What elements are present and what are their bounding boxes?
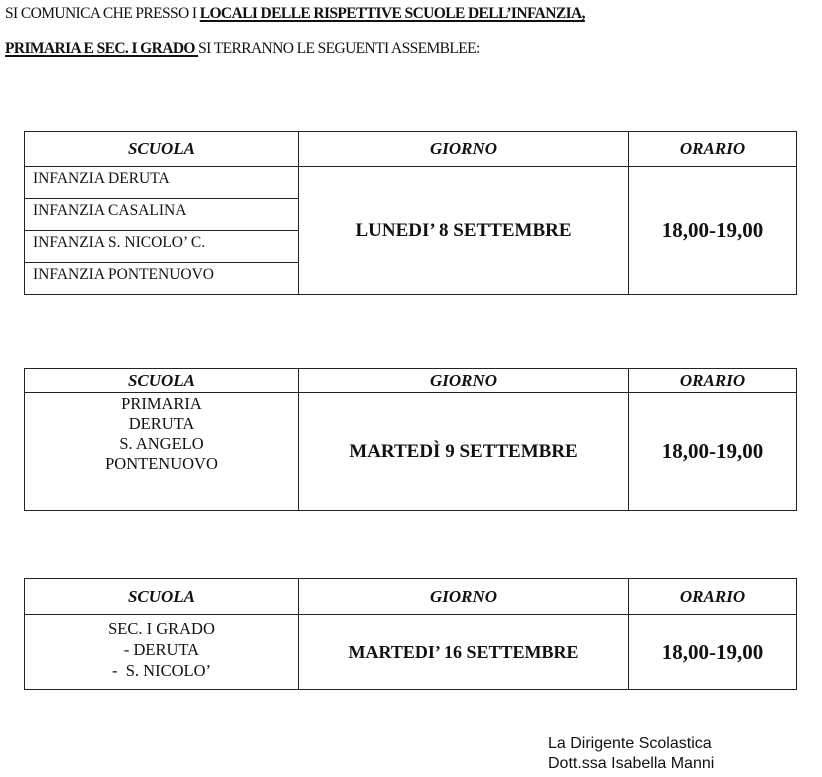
header-giorno: GIORNO — [299, 369, 629, 393]
table-row — [25, 615, 797, 690]
schedule-table-primaria — [24, 368, 797, 511]
header-orario: ORARIO — [629, 132, 797, 167]
school-line: PRIMARIA — [121, 394, 202, 413]
signature-name: Dott.ssa Isabella Manni — [548, 755, 715, 772]
header-orario: ORARIO — [629, 579, 797, 615]
header-scuola: SCUOLA — [25, 579, 299, 615]
school-line: S. ANGELO — [119, 434, 204, 453]
schedule-table-secondaria — [24, 578, 797, 690]
header-orario: ORARIO — [629, 369, 797, 393]
school-cell: INFANZIA CASALINA — [25, 199, 299, 231]
school-line: PONTENUOVO — [105, 454, 218, 473]
school-cell — [25, 393, 299, 511]
header-scuola: SCUOLA — [25, 132, 299, 167]
school-cell: INFANZIA S. NICOLO’ C. — [25, 231, 299, 263]
school-line: SEC. I GRADO — [108, 619, 215, 638]
intro-line-1 — [5, 5, 585, 23]
day-cell: LUNEDI’ 8 SETTEMBRE — [299, 167, 629, 295]
table-row — [25, 167, 797, 199]
time-cell: 18,00-19,00 — [629, 615, 797, 690]
time-cell: 18,00-19,00 — [629, 167, 797, 295]
school-cell — [25, 615, 299, 690]
intro-line-2 — [5, 40, 480, 58]
header-scuola: SCUOLA — [25, 369, 299, 393]
header-giorno: GIORNO — [299, 579, 629, 615]
schedule-table-infanzia — [24, 131, 797, 295]
intro-text: SI TERRANNO LE SEGUENTI ASSEMBLEE: — [198, 40, 480, 57]
school-line: DERUTA — [128, 414, 195, 433]
school-cell: INFANZIA DERUTA — [25, 167, 299, 199]
school-line: - DERUTA — [123, 640, 200, 659]
school-line: - S. NICOLO’ — [112, 661, 211, 680]
table-row — [25, 393, 797, 511]
intro-emphasis: PRIMARIA E SEC. I GRADO — [5, 40, 199, 57]
intro-text: SI COMUNICA CHE PRESSO I — [5, 5, 200, 22]
table-header-row — [25, 369, 797, 393]
table-header-row — [25, 132, 797, 167]
intro-emphasis: LOCALI DELLE RISPETTIVE SCUOLE DELL’INFANZIA, — [199, 5, 585, 22]
signature-title: La Dirigente Scolastica — [548, 735, 712, 752]
header-giorno: GIORNO — [299, 132, 629, 167]
time-cell: 18,00-19,00 — [629, 393, 797, 511]
day-cell: MARTEDI’ 16 SETTEMBRE — [299, 615, 629, 690]
table-header-row — [25, 579, 797, 615]
school-cell: INFANZIA PONTENUOVO — [25, 263, 299, 295]
day-cell: MARTEDÌ 9 SETTEMBRE — [299, 393, 629, 511]
